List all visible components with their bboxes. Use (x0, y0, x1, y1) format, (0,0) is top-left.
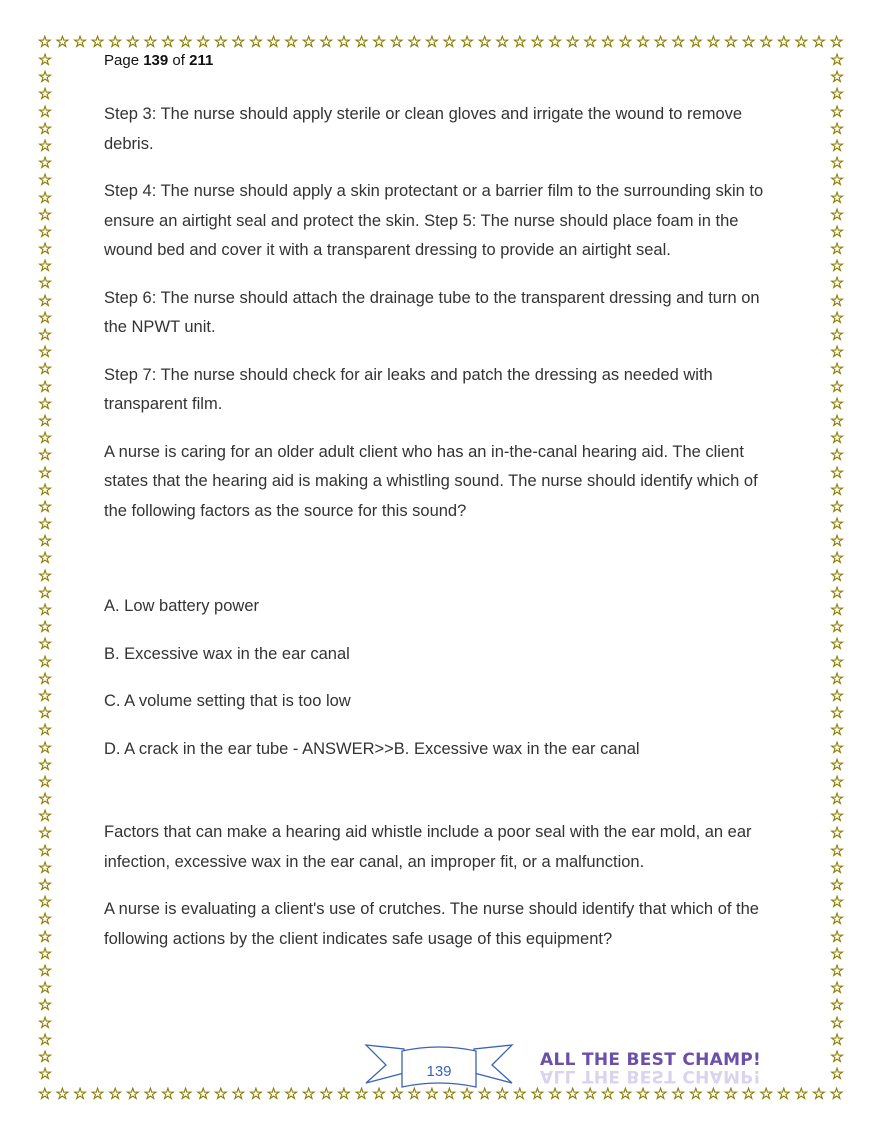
star-icon: ☆ (547, 1087, 563, 1103)
star-icon: ☆ (565, 35, 580, 51)
star-icon: ☆ (283, 1087, 299, 1103)
star-icon: ☆ (424, 1087, 440, 1103)
star-icon: ☆ (829, 584, 845, 602)
star-icon: ☆ (829, 189, 845, 207)
star-icon: ☆ (37, 602, 53, 619)
star-icon: ☆ (829, 602, 845, 619)
star-icon: ☆ (37, 241, 53, 259)
star-icon: ☆ (618, 1087, 633, 1103)
star-icon: ☆ (37, 69, 53, 87)
star-icon: ☆ (37, 35, 52, 51)
star-icon: ☆ (635, 35, 651, 51)
document-body (104, 100, 784, 972)
star-icon: ☆ (195, 1087, 211, 1103)
star-icon: ☆ (37, 137, 53, 155)
star-icon: ☆ (829, 344, 845, 362)
star-icon: ☆ (829, 258, 845, 276)
star-icon: ☆ (829, 533, 845, 551)
star-icon: ☆ (37, 945, 53, 963)
star-icon: ☆ (829, 241, 845, 259)
star-icon: ☆ (829, 412, 845, 430)
star-icon: ☆ (37, 292, 53, 310)
star-icon: ☆ (354, 35, 369, 51)
star-icon: ☆ (37, 859, 53, 877)
star-icon: ☆ (829, 1014, 845, 1032)
option-c: C. A volume setting that is too low (104, 692, 351, 710)
star-icon: ☆ (37, 86, 53, 104)
star-icon: ☆ (829, 103, 845, 121)
star-icon: ☆ (37, 206, 53, 224)
star-icon: ☆ (37, 567, 53, 585)
star-icon: ☆ (776, 35, 791, 51)
star-icon: ☆ (811, 35, 827, 51)
rationale-paragraph: Factors that can make a hearing aid whistle include a poor seal with the ear mold, an ear infection, excessive wax in the ear canal, an improper fit, or a malfunction. (104, 823, 752, 871)
option-d-answer: D. A crack in the ear tube - ANSWER>>B. Excessive wax in the ear canal (104, 739, 640, 758)
star-icon: ☆ (37, 189, 53, 207)
star-icon: ☆ (37, 395, 53, 413)
star-icon: ☆ (829, 155, 845, 173)
star-icon: ☆ (37, 653, 53, 671)
star-icon: ☆ (758, 35, 774, 51)
star-icon: ☆ (37, 722, 53, 740)
paragraph-step-3: Step 3: The nurse should apply sterile or clean gloves and irrigate the wound to remove debris. (104, 105, 743, 153)
star-icon: ☆ (37, 1087, 52, 1103)
star-icon: ☆ (829, 980, 845, 998)
star-icon: ☆ (723, 1087, 739, 1103)
star-icon: ☆ (829, 773, 845, 791)
star-icon: ☆ (37, 498, 53, 516)
star-icon: ☆ (653, 35, 668, 51)
star-icon: ☆ (424, 35, 440, 51)
star-icon: ☆ (143, 1087, 158, 1103)
star-icon: ☆ (37, 687, 53, 705)
star-icon: ☆ (829, 636, 845, 654)
star-icon: ☆ (336, 1087, 352, 1103)
star-icon: ☆ (55, 1087, 70, 1103)
star-icon: ☆ (600, 35, 615, 51)
star-icon: ☆ (371, 1087, 387, 1103)
star-icon: ☆ (829, 722, 845, 740)
star-icon: ☆ (811, 1087, 827, 1103)
star-icon: ☆ (829, 430, 845, 448)
star-icon: ☆ (37, 52, 53, 69)
star-icon: ☆ (829, 1048, 845, 1066)
star-icon: ☆ (829, 481, 845, 499)
star-icon: ☆ (37, 344, 53, 362)
star-icon: ☆ (231, 35, 246, 51)
option-a: A. Low battery power (104, 597, 259, 615)
star-icon: ☆ (829, 1087, 844, 1103)
star-icon: ☆ (143, 35, 158, 51)
star-icon: ☆ (37, 361, 53, 379)
star-icon: ☆ (407, 1087, 422, 1103)
star-icon: ☆ (37, 223, 53, 241)
star-icon: ☆ (371, 35, 387, 51)
star-icon: ☆ (495, 1087, 510, 1103)
star-icon: ☆ (829, 945, 845, 963)
star-icon: ☆ (37, 447, 53, 465)
star-icon: ☆ (37, 739, 53, 757)
star-icon: ☆ (37, 516, 53, 534)
star-icon: ☆ (90, 1087, 105, 1103)
star-icon: ☆ (829, 498, 845, 516)
star-icon: ☆ (319, 1087, 334, 1103)
star-icon: ☆ (530, 1087, 545, 1103)
star-icon: ☆ (248, 1087, 264, 1103)
total-pages: 211 (189, 52, 214, 69)
star-icon: ☆ (829, 447, 845, 465)
bottom-star-border (36, 1087, 846, 1105)
star-icon: ☆ (37, 584, 53, 602)
star-icon: ☆ (283, 35, 299, 51)
star-icon: ☆ (829, 567, 845, 585)
page-header (104, 52, 213, 69)
star-icon: ☆ (37, 1066, 53, 1084)
star-icon: ☆ (829, 911, 845, 929)
star-icon: ☆ (477, 1087, 492, 1103)
star-icon: ☆ (37, 172, 53, 190)
star-icon: ☆ (389, 35, 404, 51)
star-icon: ☆ (741, 1087, 756, 1103)
star-icon: ☆ (37, 464, 53, 482)
star-icon: ☆ (72, 35, 88, 51)
star-icon: ☆ (547, 35, 563, 51)
star-icon: ☆ (37, 309, 53, 327)
spacer (104, 782, 784, 818)
current-page: 139 (143, 52, 169, 69)
star-icon: ☆ (829, 35, 844, 51)
star-icon: ☆ (72, 1087, 88, 1103)
star-icon: ☆ (829, 997, 845, 1015)
star-icon: ☆ (600, 1087, 615, 1103)
star-icon: ☆ (829, 86, 845, 104)
star-icon: ☆ (653, 1087, 668, 1103)
star-icon: ☆ (477, 35, 492, 51)
star-icon: ☆ (37, 980, 53, 998)
star-icon: ☆ (37, 1031, 53, 1049)
star-icon: ☆ (829, 842, 845, 860)
star-icon: ☆ (37, 412, 53, 430)
star-icon: ☆ (829, 670, 845, 688)
star-icon: ☆ (442, 1087, 457, 1103)
star-icon: ☆ (37, 120, 53, 138)
star-icon: ☆ (231, 1087, 246, 1103)
star-icon: ☆ (829, 327, 845, 344)
page-of-label: of (172, 52, 185, 69)
star-icon: ☆ (195, 35, 211, 51)
star-icon: ☆ (37, 636, 53, 654)
star-icon: ☆ (213, 35, 228, 51)
star-icon: ☆ (688, 35, 703, 51)
star-icon: ☆ (37, 619, 53, 637)
star-icon: ☆ (248, 35, 264, 51)
star-icon: ☆ (37, 258, 53, 276)
star-icon: ☆ (829, 516, 845, 534)
star-icon: ☆ (37, 928, 53, 946)
star-icon: ☆ (635, 1087, 651, 1103)
star-icon: ☆ (706, 1087, 721, 1103)
star-icon: ☆ (829, 223, 845, 241)
star-icon: ☆ (618, 35, 633, 51)
star-icon: ☆ (160, 1087, 176, 1103)
option-b: B. Excessive wax in the ear canal (104, 644, 350, 663)
page-label: Page (104, 52, 140, 69)
star-icon: ☆ (55, 35, 70, 51)
star-icon: ☆ (407, 35, 422, 51)
star-icon: ☆ (108, 35, 123, 51)
star-icon: ☆ (336, 35, 352, 51)
star-icon: ☆ (829, 275, 845, 293)
star-icon: ☆ (37, 430, 53, 448)
star-icon: ☆ (829, 361, 845, 379)
star-icon: ☆ (829, 962, 845, 980)
star-icon: ☆ (829, 172, 845, 190)
star-icon: ☆ (266, 1087, 281, 1103)
star-icon: ☆ (829, 859, 845, 877)
star-icon: ☆ (829, 877, 845, 894)
star-icon: ☆ (389, 1087, 404, 1103)
star-icon: ☆ (512, 1087, 527, 1103)
question-crutches: A nurse is evaluating a client's use of crutches. The nurse should identify that which of the following actions by the client indicates safe usage of this equipment? (104, 900, 759, 948)
star-icon: ☆ (37, 825, 53, 843)
star-icon: ☆ (37, 1014, 53, 1032)
star-icon: ☆ (829, 705, 845, 723)
star-icon: ☆ (37, 103, 53, 121)
star-icon: ☆ (530, 35, 545, 51)
star-icon: ☆ (37, 533, 53, 551)
star-icon: ☆ (794, 35, 809, 51)
footer-page-number: 139 (426, 1063, 452, 1080)
star-icon: ☆ (37, 378, 53, 396)
star-icon: ☆ (829, 653, 845, 671)
star-icon: ☆ (37, 481, 53, 499)
star-icon: ☆ (829, 69, 845, 87)
star-icon: ☆ (829, 292, 845, 310)
star-icon: ☆ (319, 35, 334, 51)
star-icon: ☆ (688, 1087, 703, 1103)
star-icon: ☆ (37, 155, 53, 173)
star-icon: ☆ (37, 877, 53, 894)
spacer (104, 544, 784, 592)
star-icon: ☆ (794, 1087, 809, 1103)
star-icon: ☆ (829, 52, 845, 69)
star-icon: ☆ (829, 206, 845, 224)
star-icon: ☆ (829, 619, 845, 637)
top-star-border (36, 35, 846, 53)
star-icon: ☆ (829, 378, 845, 396)
star-icon: ☆ (37, 327, 53, 344)
star-icon: ☆ (37, 911, 53, 929)
star-icon: ☆ (829, 894, 845, 912)
star-icon: ☆ (512, 35, 527, 51)
star-icon: ☆ (829, 791, 845, 809)
star-icon: ☆ (829, 1066, 845, 1084)
star-icon: ☆ (495, 35, 510, 51)
star-icon: ☆ (37, 550, 53, 568)
paragraph-step-7: Step 7: The nurse should check for air leaks and patch the dressing as needed with transparent film. (104, 365, 713, 413)
star-icon: ☆ (583, 35, 598, 51)
star-icon: ☆ (758, 1087, 774, 1103)
star-icon: ☆ (37, 773, 53, 791)
star-icon: ☆ (108, 1087, 123, 1103)
star-icon: ☆ (829, 808, 845, 826)
star-icon: ☆ (301, 1087, 316, 1103)
star-icon: ☆ (37, 705, 53, 723)
star-icon: ☆ (125, 35, 140, 51)
star-icon: ☆ (160, 35, 176, 51)
star-icon: ☆ (829, 928, 845, 946)
star-icon: ☆ (37, 275, 53, 293)
star-icon: ☆ (266, 35, 281, 51)
star-icon: ☆ (829, 120, 845, 138)
slogan-reflection: ALL THE BEST CHAMP! (540, 1066, 762, 1086)
star-icon: ☆ (213, 1087, 228, 1103)
star-icon: ☆ (829, 464, 845, 482)
right-star-border (828, 52, 846, 1084)
star-icon: ☆ (723, 35, 739, 51)
left-star-border (36, 52, 54, 1084)
question-hearing-aid: A nurse is caring for an older adult client who has an in-the-canal hearing aid. The client states that the hearing aid is making a whistling sound. The nurse should identify which of the following factors as the source for this sound? (104, 442, 758, 520)
star-icon: ☆ (829, 309, 845, 327)
star-icon: ☆ (583, 1087, 598, 1103)
star-icon: ☆ (459, 35, 475, 51)
star-icon: ☆ (125, 1087, 140, 1103)
star-icon: ☆ (37, 791, 53, 809)
star-icon: ☆ (459, 1087, 475, 1103)
star-icon: ☆ (37, 962, 53, 980)
star-icon: ☆ (741, 35, 756, 51)
star-icon: ☆ (37, 670, 53, 688)
star-icon: ☆ (565, 1087, 580, 1103)
star-icon: ☆ (776, 1087, 791, 1103)
star-icon: ☆ (37, 756, 53, 774)
star-icon: ☆ (671, 35, 686, 51)
star-icon: ☆ (37, 894, 53, 912)
star-icon: ☆ (829, 739, 845, 757)
star-icon: ☆ (301, 35, 316, 51)
paragraph-step-6: Step 6: The nurse should attach the drainage tube to the transparent dressing and turn on the NPWT unit. (104, 288, 760, 336)
star-icon: ☆ (829, 756, 845, 774)
star-icon: ☆ (671, 1087, 686, 1103)
star-icon: ☆ (829, 550, 845, 568)
star-icon: ☆ (37, 997, 53, 1015)
paragraph-step-4-5: Step 4: The nurse should apply a skin protectant or a barrier film to the surrounding skin to ensure an airtight seal and protect the skin. Step 5: The nurse should place foam in the wound bed and cover it with a transparent dressing to provide an airtight seal. (104, 182, 764, 259)
star-icon: ☆ (829, 687, 845, 705)
star-icon: ☆ (178, 35, 193, 51)
star-icon: ☆ (829, 1031, 845, 1049)
star-icon: ☆ (178, 1087, 193, 1103)
star-icon: ☆ (829, 825, 845, 843)
slogan-text: ALL THE BEST CHAMP! (540, 1050, 762, 1070)
star-icon: ☆ (90, 35, 105, 51)
star-icon: ☆ (37, 808, 53, 826)
star-icon: ☆ (37, 1048, 53, 1066)
star-icon: ☆ (829, 395, 845, 413)
star-icon: ☆ (442, 35, 457, 51)
star-icon: ☆ (37, 842, 53, 860)
star-icon: ☆ (354, 1087, 369, 1103)
star-icon: ☆ (829, 137, 845, 155)
star-icon: ☆ (706, 35, 721, 51)
